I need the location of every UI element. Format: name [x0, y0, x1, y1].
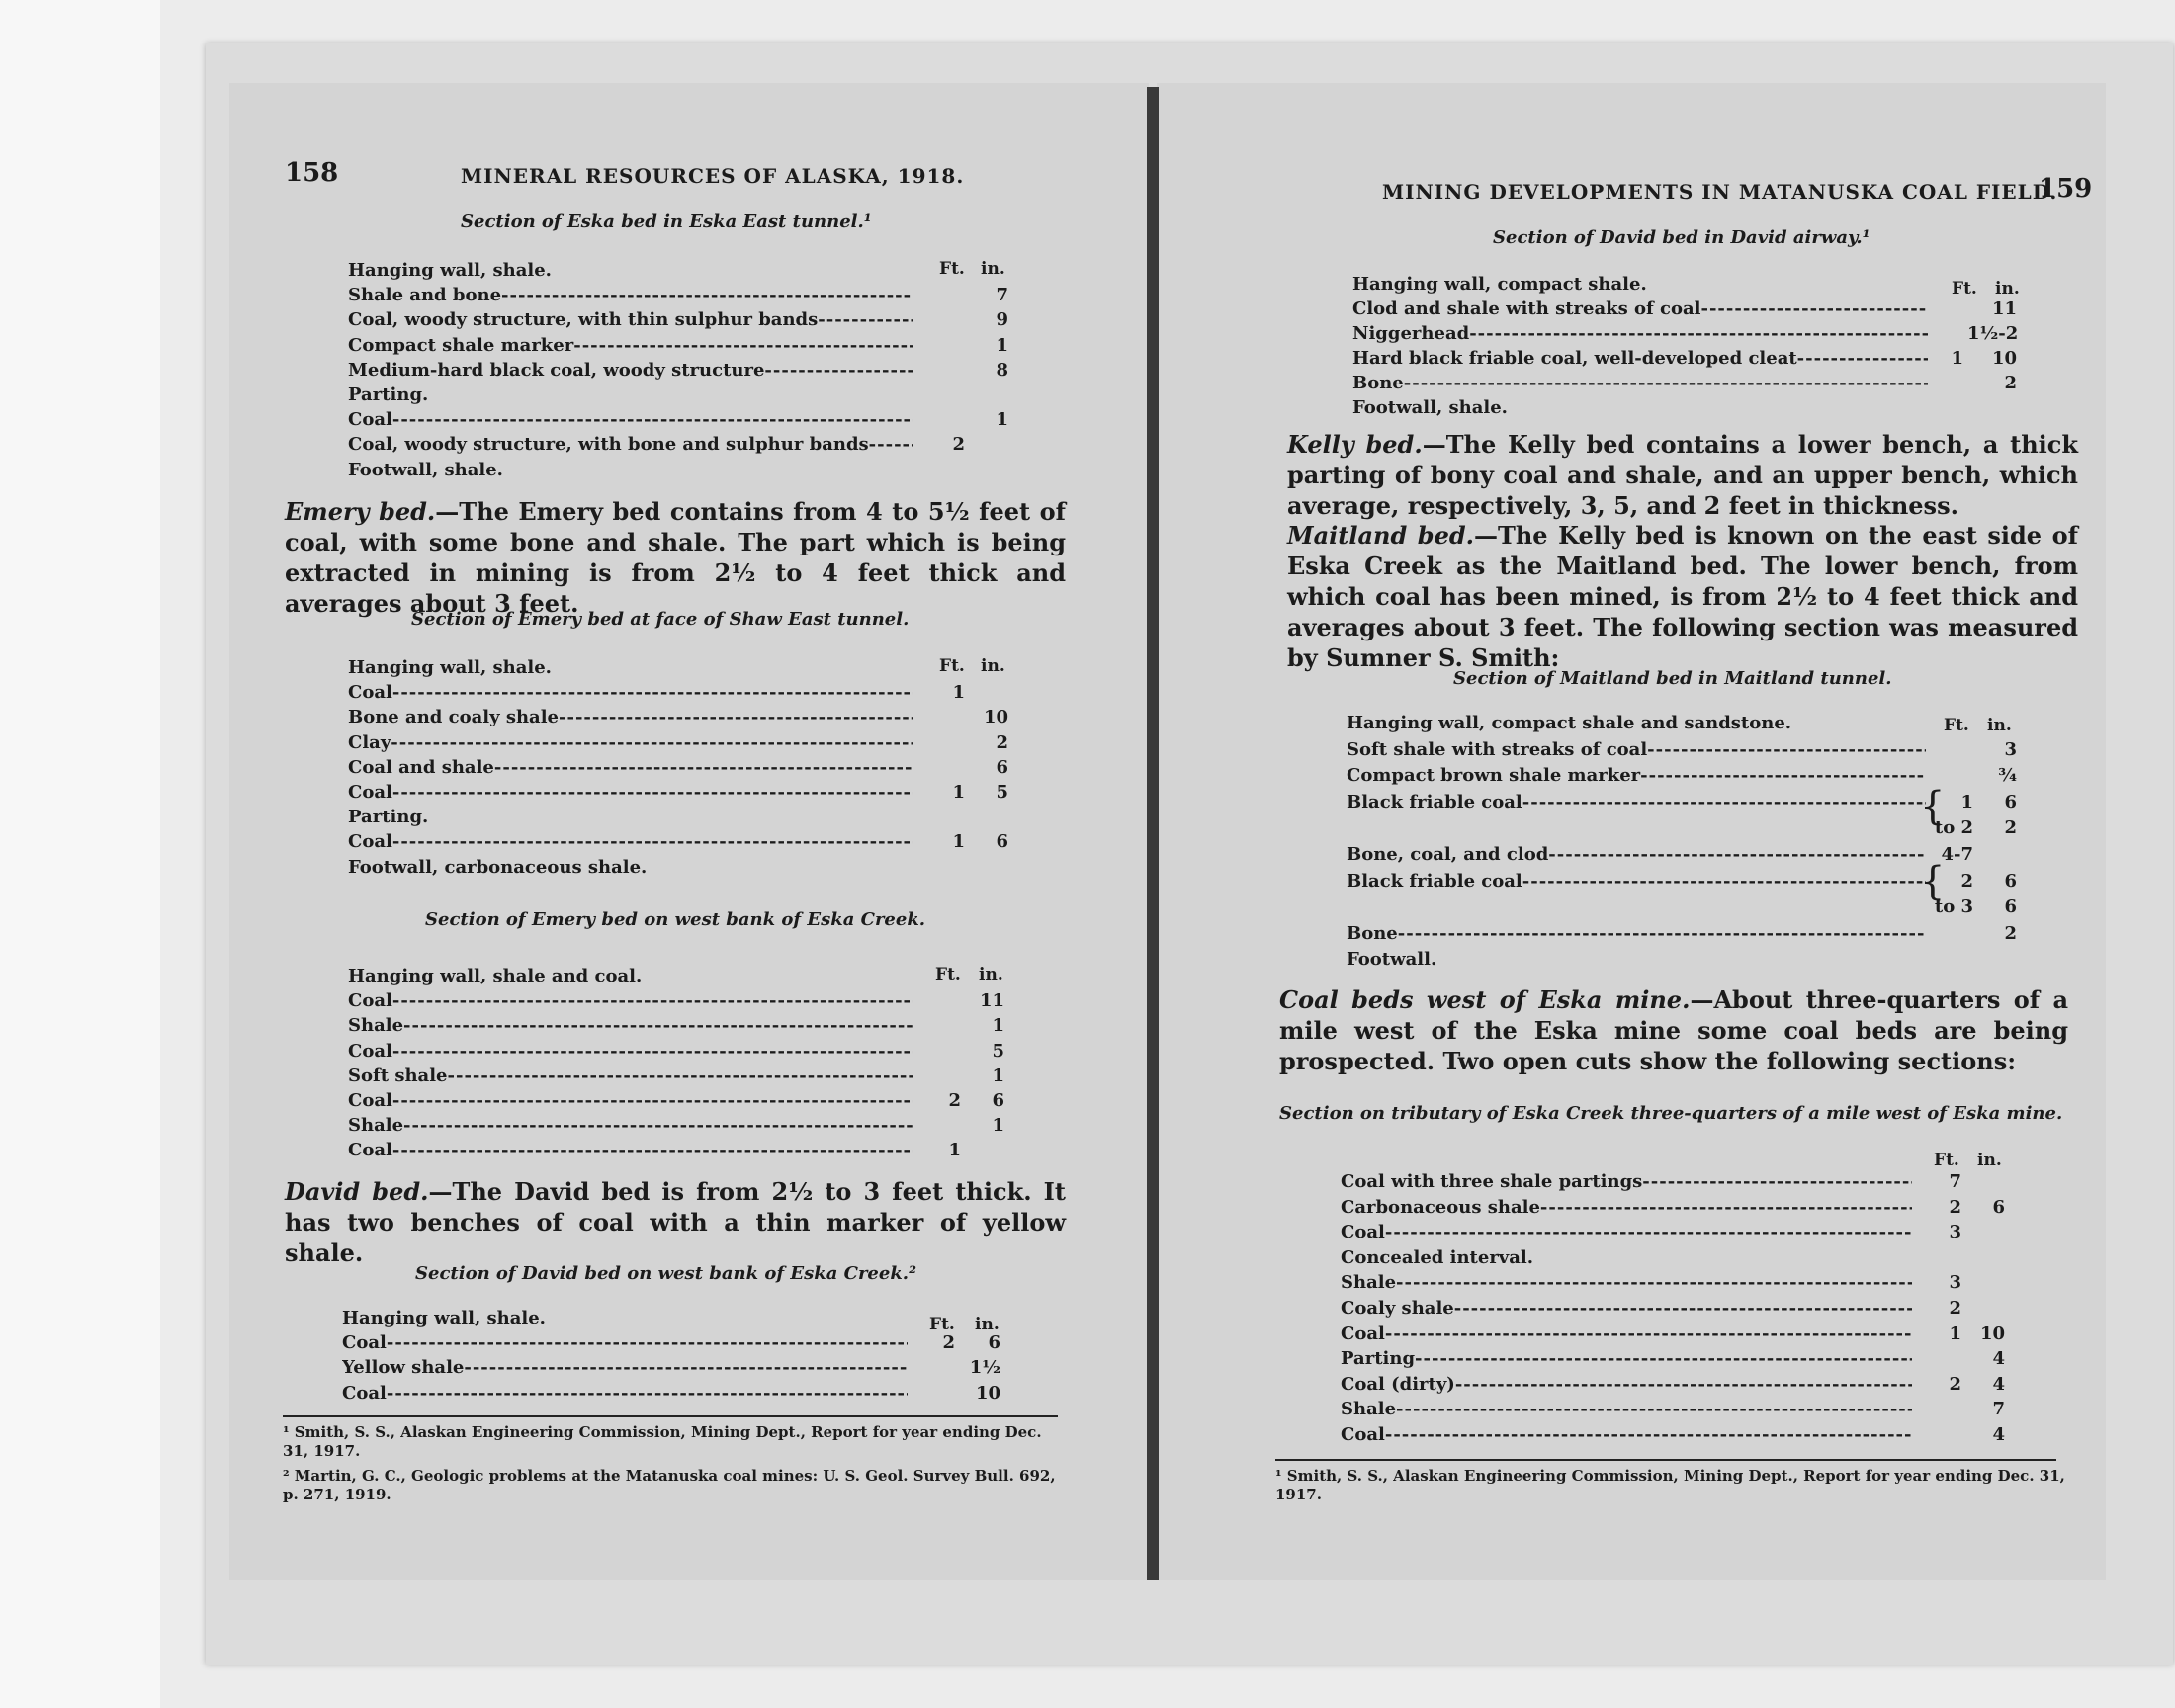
row-label: Coal, woody structure, with bone and sulphur bands ----- [348, 433, 914, 457]
row-inches: 1 [992, 1015, 1004, 1036]
table-row [1352, 396, 2027, 420]
coalbeds-lead: Coal beds west of Eska mine. [1279, 985, 1691, 1014]
right-footnote-rule [1275, 1459, 2056, 1461]
maitland-lead: Maitland bed. [1287, 521, 1474, 550]
table-row [348, 384, 1018, 407]
row-label: Bone ----- [1352, 372, 1928, 395]
row-inches: 4 [1992, 1348, 2005, 1369]
row-label: Compact shale marker ----- [348, 334, 914, 358]
right-table1-in-header: in. [1995, 279, 2020, 299]
left-table4-title: Section of David bed on west bank of Eska Creek.² [415, 1263, 916, 1284]
table-row [348, 1139, 1014, 1162]
row-inches: 5 [992, 1041, 1004, 1062]
table-row [1341, 1297, 2015, 1321]
row-label: Parting. [348, 807, 429, 827]
table-row [348, 830, 1018, 854]
row-inches: 6 [988, 1332, 1000, 1353]
table-row [1352, 347, 2027, 371]
row-inches: 1 [996, 409, 1008, 430]
table-row [1347, 712, 2027, 735]
row-inches: 1 [992, 1066, 1004, 1086]
row-inches: 1½-2 [1967, 323, 2019, 344]
emery-text: —The Emery bed contains from 4 to 5½ feet of coal, with some bone and shale. The part which is being extracted in mining is from 2½ to 4 feet thick and averages about 3 feet. [285, 497, 1067, 618]
table-row [348, 259, 1018, 283]
right-footnote-1: ¹ Smith, S. S., Alaskan Engineering Commission, Mining Dept., Report for year ending Dec. 31, 1917. [1275, 1467, 2065, 1503]
row-feet: 2 [1949, 1197, 1961, 1218]
row-label: Niggerhead ----- [1352, 322, 1928, 346]
table-row [348, 656, 1018, 680]
row-label: Coal ----- [348, 1040, 914, 1064]
row-inches: 10 [1979, 1324, 2005, 1344]
row-feet: 1 [948, 1140, 961, 1160]
row-inches: 6 [992, 1090, 1004, 1111]
row-feet: 2 [952, 434, 965, 455]
row-label: Bone ----- [1347, 922, 1926, 946]
row-inches: 3 [2004, 739, 2017, 760]
table-row [348, 989, 1014, 1013]
row-inches: ¾ [1998, 765, 2017, 786]
coalbeds-text: —About three-quarters of a mile west of the Eska mine some coal beds are being prospected. Two open cuts show the following sections: [1279, 985, 2069, 1075]
row-label: Coal and shale ----- [348, 756, 914, 780]
table-row [348, 459, 1018, 482]
row-label: Coal ----- [348, 989, 914, 1013]
row-feet: 2 [948, 1090, 961, 1111]
table-row [348, 965, 1014, 988]
row-inches: 6 [2004, 792, 2017, 812]
row-feet: 1 [952, 682, 965, 703]
row-feet: 1 [952, 831, 965, 852]
row-label: Coal (dirty) ----- [1341, 1373, 1912, 1397]
book-gutter [1147, 87, 1159, 1580]
row-inches: 8 [996, 360, 1008, 381]
left-para-david [285, 1176, 1066, 1268]
row-label: Carbonaceous shale ----- [1341, 1196, 1912, 1220]
left-para-emery [285, 496, 1066, 619]
row-feet: 2 [1960, 871, 1973, 892]
row-label: Parting ----- [1341, 1347, 1912, 1371]
kelly-lead: Kelly bed. [1287, 430, 1423, 459]
row-inches: 4 [1992, 1424, 2005, 1445]
row-feet: 1 [1960, 792, 1973, 812]
left-footnote-1: ¹ Smith, S. S., Alaskan Engineering Commission, Mining Dept., Report for year ending Dec. 31, 1917. [283, 1423, 1042, 1460]
row-feet: 1 [952, 782, 965, 803]
row-inches: 11 [1991, 299, 2017, 319]
left-table2-title: Section of Emery bed at face of Shaw East tunnel. [411, 609, 910, 630]
row-inches: 6 [996, 757, 1008, 778]
table-row [348, 1040, 1014, 1064]
table-row [348, 334, 1018, 358]
row-label: Hanging wall, shale and coal. [348, 966, 643, 986]
table-row [1347, 738, 2027, 762]
row-label: Coal ----- [1341, 1423, 1912, 1447]
row-inches: 6 [1992, 1197, 2005, 1218]
table-row [348, 433, 1018, 457]
row-label: Bone, coal, and clod ----- [1347, 843, 1926, 867]
left-footnote-2: ² Martin, G. C., Geologic problems at the Matanuska coal mines: U. S. Geol. Survey Bull. 692, p. 271, 1919. [283, 1467, 1056, 1503]
table-row [348, 1114, 1014, 1138]
table-row [1341, 1221, 2015, 1244]
right-table3-title: Section on tributary of Eska Creek three-quarters of a mile west of Eska mine. [1279, 1103, 2063, 1124]
row-label: Shale ----- [1341, 1398, 1912, 1421]
row-label: Shale ----- [348, 1114, 914, 1138]
table-row [348, 359, 1018, 383]
left-table1-in-header: in. [981, 259, 1005, 279]
right-para-coalbeds [1279, 984, 2068, 1076]
table-row [348, 681, 1018, 705]
row-feet: 2 [1949, 1374, 1961, 1395]
row-label: Parting. [348, 384, 429, 405]
right-table1-title: Section of David bed in David airway.¹ [1493, 227, 1870, 248]
row-inches: 10 [983, 707, 1008, 727]
right-table2-ft-header: Ft. [1944, 716, 1969, 735]
left-footnote-rule [283, 1415, 1058, 1417]
table-row [1347, 922, 2027, 946]
row-feet: 1 [1951, 348, 1963, 369]
right-table1-ft-header: Ft. [1952, 279, 1977, 299]
left-table3-in-header: in. [979, 965, 1003, 984]
table-row [1341, 1398, 2015, 1421]
row-label: Yellow shale ----- [342, 1356, 908, 1380]
right-table3-in-header: in. [1977, 1151, 2002, 1170]
table-row [1341, 1170, 2015, 1194]
brace-1: { [1920, 784, 1946, 829]
row-label: Shale ----- [1341, 1271, 1912, 1295]
table-row [348, 781, 1018, 805]
left-table4-in-header: in. [975, 1315, 1000, 1334]
table-row [348, 856, 1018, 880]
row-label: Coal, woody structure, with thin sulphur bands ----- [348, 308, 914, 332]
table-row [1341, 1373, 2015, 1397]
row-feet: to 3 [1934, 897, 1973, 917]
row-label: Footwall. [1347, 949, 1437, 970]
table-row [348, 756, 1018, 780]
row-inches: 1 [996, 335, 1008, 356]
table-row [348, 408, 1018, 432]
row-inches: 4 [1992, 1374, 2005, 1395]
row-feet: 2 [942, 1332, 955, 1353]
right-para-maitland [1287, 520, 2078, 673]
row-label: Medium-hard black coal, woody structure ----- [348, 359, 914, 383]
table-row [1341, 1196, 2015, 1220]
table-row [348, 731, 1018, 755]
row-inches: 1½ [969, 1357, 1000, 1378]
row-feet: 4-7 [1941, 844, 1973, 865]
left-table4-ft-header: Ft. [929, 1315, 955, 1334]
table-row [342, 1331, 1010, 1355]
david-text: —The David bed is from 2½ to 3 feet thick. It has two benches of coal with a thin marker of yellow shale. [285, 1177, 1066, 1267]
row-label: Shale ----- [348, 1014, 914, 1038]
row-label: Soft shale ----- [348, 1065, 914, 1088]
table-row [1341, 1271, 2015, 1295]
right-table2-title: Section of Maitland bed in Maitland tunnel. [1453, 668, 1892, 689]
table-row [1341, 1323, 2015, 1346]
table-row [342, 1307, 1010, 1330]
row-label: Bone and coaly shale ----- [348, 706, 914, 729]
row-inches: 2 [2004, 373, 2017, 393]
row-inches: 2 [2004, 923, 2017, 944]
table-row [342, 1382, 1010, 1406]
brace-2: { [1920, 859, 1946, 904]
table-row [348, 308, 1018, 332]
table-row [348, 706, 1018, 729]
row-label: Shale and bone ----- [348, 284, 914, 307]
left-table2-in-header: in. [981, 656, 1005, 676]
row-inches: 6 [2004, 897, 2017, 917]
table-row [1347, 948, 2027, 972]
table-row [348, 284, 1018, 307]
row-label: Hanging wall, compact shale. [1352, 274, 1647, 295]
row-inches: 10 [975, 1383, 1000, 1404]
row-label: Coal ----- [1341, 1221, 1912, 1244]
right-para-kelly [1287, 429, 2078, 521]
row-label: Footwall, shale. [348, 460, 503, 480]
left-table2-ft-header: Ft. [939, 656, 965, 676]
left-table3-title: Section of Emery bed on west bank of Eska Creek. [425, 909, 926, 930]
table-row [348, 1089, 1014, 1113]
right-page-number: 159 [2039, 174, 2093, 204]
row-label: Coal ----- [348, 781, 914, 805]
row-feet: 1 [1949, 1324, 1961, 1344]
row-label: Compact brown shale marker ----- [1347, 764, 1926, 788]
row-inches: 10 [1991, 348, 2017, 369]
row-inches: 5 [996, 782, 1008, 803]
row-label: Coal ----- [348, 1139, 914, 1162]
row-inches: 1 [992, 1115, 1004, 1136]
row-label: Coal ----- [1341, 1323, 1912, 1346]
row-label: Footwall, carbonaceous shale. [348, 857, 648, 878]
left-table3-ft-header: Ft. [935, 965, 961, 984]
row-label: Clod and shale with streaks of coal ----- [1352, 298, 1928, 321]
left-table1-ft-header: Ft. [939, 259, 965, 279]
right-running-head: MINING DEVELOPMENTS IN MATANUSKA COAL FIELD. [1382, 180, 2058, 204]
right-table3-ft-header: Ft. [1934, 1151, 1959, 1170]
row-inches: 6 [2004, 871, 2017, 892]
row-label: Concealed interval. [1341, 1247, 1534, 1268]
viewer-left-margin [0, 0, 160, 1708]
row-feet: 7 [1949, 1171, 1961, 1192]
table-row [1352, 273, 2027, 297]
row-feet: 3 [1949, 1272, 1961, 1293]
row-inches: 6 [996, 831, 1008, 852]
row-label: Soft shale with streaks of coal ----- [1347, 738, 1926, 762]
table-row [1341, 1246, 2015, 1270]
maitland-text: —The Kelly bed is known on the east side of Eska Creek as the Maitland bed. The lower bench, from which coal has been mined, is from 2½ to 4 feet thick and averages about 3 feet. The following section was measured by Sumner S. Smith: [1287, 521, 2079, 672]
row-label: Coal ----- [348, 830, 914, 854]
table-row [1352, 298, 2027, 321]
row-inches: 7 [1992, 1399, 2005, 1419]
table-row [1341, 1423, 2015, 1447]
row-inches: 7 [996, 285, 1008, 305]
left-page-number: 158 [285, 158, 339, 188]
row-label: Coal ----- [348, 681, 914, 705]
table-row [342, 1356, 1010, 1380]
table-row [348, 806, 1018, 829]
row-label: Clay ----- [348, 731, 914, 755]
table-row [348, 1065, 1014, 1088]
david-lead: David bed. [285, 1177, 429, 1206]
row-feet: 3 [1949, 1222, 1961, 1242]
table-row [348, 1014, 1014, 1038]
row-label: Coal with three shale partings ----- [1341, 1170, 1912, 1194]
row-label: Hard black friable coal, well-developed cleat ----- [1352, 347, 1928, 371]
row-label: Hanging wall, compact shale and sandstone. [1347, 713, 1792, 733]
table-row [1341, 1347, 2015, 1371]
row-label: Black friable coal ----- [1347, 870, 1926, 894]
left-running-head: MINERAL RESOURCES OF ALASKA, 1918. [461, 164, 965, 188]
row-feet: 2 [1949, 1298, 1961, 1319]
row-label: Hanging wall, shale. [348, 657, 552, 678]
left-table1-title: Section of Eska bed in Eska East tunnel.¹ [461, 212, 872, 232]
row-label: Coal ----- [342, 1331, 908, 1355]
right-table2-in-header: in. [1987, 716, 2012, 735]
emery-lead: Emery bed. [285, 497, 436, 526]
row-inches: 2 [996, 732, 1008, 753]
row-label: Coal ----- [348, 1089, 914, 1113]
row-label: Coal ----- [348, 408, 914, 432]
row-label: Coaly shale ----- [1341, 1297, 1912, 1321]
table-row [1352, 322, 2027, 346]
row-inches: 11 [979, 990, 1004, 1011]
row-inches: 2 [2004, 817, 2017, 838]
row-label: Black friable coal ----- [1347, 791, 1926, 814]
kelly-text: —The Kelly bed contains a lower bench, a thick parting of bony coal and shale, and an upper bench, which average, respectively, 3, 5, and 2 feet in thickness. [1287, 430, 2078, 520]
row-label: Hanging wall, shale. [348, 260, 552, 281]
row-feet: to 2 [1934, 817, 1973, 838]
table-row [1352, 372, 2027, 395]
row-label: Coal ----- [342, 1382, 908, 1406]
row-label: Hanging wall, shale. [342, 1308, 546, 1328]
row-inches: 9 [996, 309, 1008, 330]
row-label: Footwall, shale. [1352, 397, 1508, 418]
